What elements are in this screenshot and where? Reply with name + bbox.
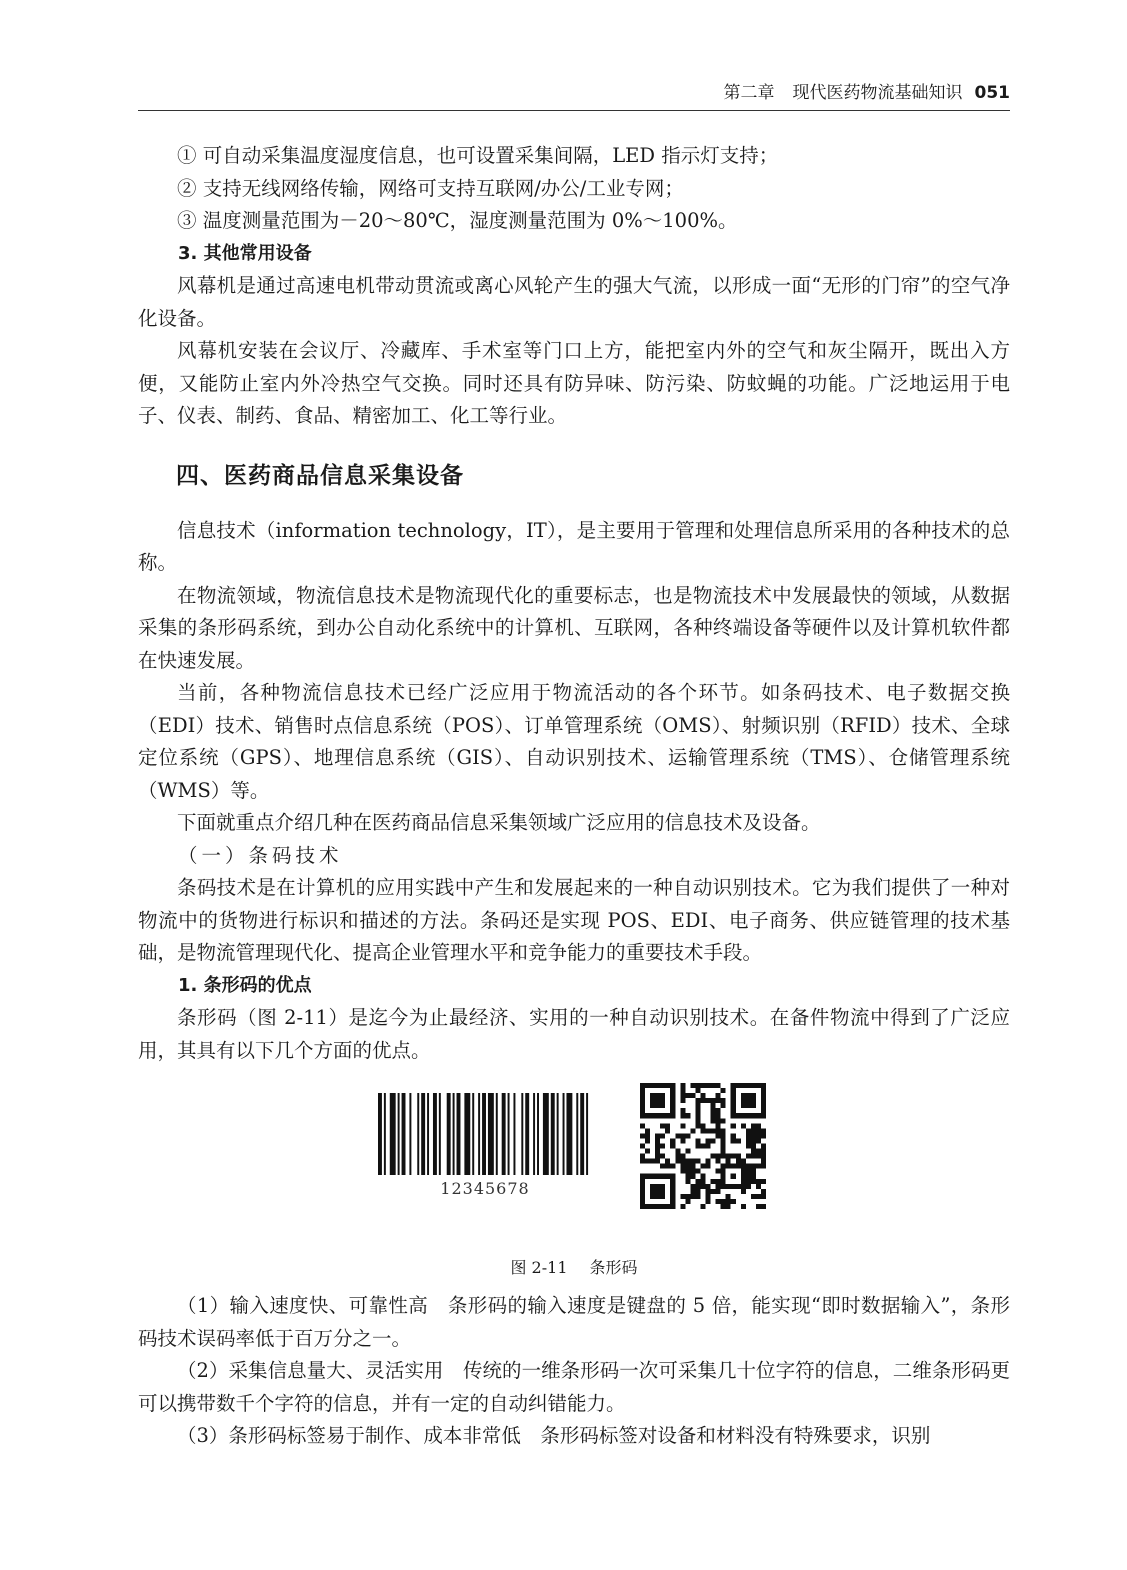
section-heading: 四、医药商品信息采集设备 (176, 462, 464, 489)
list-item: ③ 温度测量范围为－20～80℃，湿度测量范围为 0%～100%。 (177, 209, 738, 232)
qr-code-image (640, 1083, 766, 1209)
paragraph: 当前，各种物流信息技术已经广泛应用于物流活动的各个环节。如条码技术、电子数据交换（EDI）技术、销售时点信息系统（POS）、订单管理系统（OMS）、射频识别（RFID）技术、全球定位系统（GPS）、地理信息系统（GIS）、自动识别技术、运输管理系统（TMS）、仓储管理系统（WMS）等。 (138, 681, 1010, 802)
running-header (138, 78, 1010, 111)
paragraph: 风幕机安装在会议厅、冷藏库、手术室等门口上方，能把室内外的空气和灰尘隔开，既出入方便，又能防止室内外冷热空气交换。同时还具有防异味、防污染、防蚊蝇的功能。广泛地运用于电子、仪表、制药、食品、精密加工、化工等行业。 (138, 339, 1010, 427)
paragraph: （2）采集信息量大、灵活实用 传统的一维条形码一次可采集几十位字符的信息，二维条形码更可以携带数千个字符的信息，并有一定的自动纠错能力。 (138, 1359, 1010, 1415)
subsection-heading: （一）条码技术 (178, 843, 343, 867)
header-title: 现代医药物流基础知识 (792, 83, 963, 103)
paragraph: 条码技术是在计算机的应用实践中产生和发展起来的一种自动识别技术。它为我们提供了一种对物流中的货物进行标识和描述的方法。条码还是实现 POS、EDI、电子商务、供应链管理的技术基础，是物流管理现代化、提高企业管理水平和竞争能力的重要技术手段。 (138, 876, 1010, 964)
figure-barcodes (138, 1081, 1010, 1251)
paragraph: 信息技术（information technology，IT），是主要用于管理和处理信息所采用的各种技术的总称。 (138, 518, 1010, 574)
caption-label: 图 2-11 (510, 1258, 568, 1277)
barcode-number: 12345678 (440, 1179, 530, 1198)
subheading-advantages: 1. 条形码的优点 (178, 974, 312, 996)
list-item: ① 可自动采集温度湿度信息，也可设置采集间隔，LED 指示灯支持； (177, 144, 779, 167)
paragraph: （3）条形码标签易于制作、成本非常低 条形码标签对设备和材料没有特殊要求，识别 (177, 1424, 931, 1447)
paragraph: （1）输入速度快、可靠性高 条形码的输入速度是键盘的 5 倍，能实现“即时数据输入”，条形码技术误码率低于百万分之一。 (138, 1294, 1010, 1350)
paragraph: 在物流领域，物流信息技术是物流现代化的重要标志，也是物流技术中发展最快的领域，从数据采集的条形码系统，到办公自动化系统中的计算机、互联网，各种终端设备等硬件以及计算机软件都在快速发展。 (138, 583, 1010, 672)
barcode-image (378, 1093, 592, 1175)
figure-caption (138, 1255, 1010, 1278)
subheading-other-equipment: 3. 其他常用设备 (178, 242, 312, 264)
header-chapter: 第二章 (723, 83, 775, 103)
page-number: 051 (974, 83, 1010, 103)
body-content (138, 140, 1010, 1453)
paragraph: 风幕机是通过高速电机带动贯流或离心风轮产生的强大气流，以形成一面“无形的门帘”的空气净化设备。 (138, 274, 1010, 330)
paragraph: 条形码（图 2-11）是迄今为止最经济、实用的一种自动识别技术。在备件物流中得到了广泛应用，其具有以下几个方面的优点。 (138, 1006, 1010, 1062)
list-item: ② 支持无线网络传输，网络可支持互联网/办公/工业专网； (177, 176, 684, 200)
caption-text: 条形码 (589, 1258, 638, 1277)
paragraph: 下面就重点介绍几种在医药商品信息采集领域广泛应用的信息技术及设备。 (177, 811, 821, 834)
